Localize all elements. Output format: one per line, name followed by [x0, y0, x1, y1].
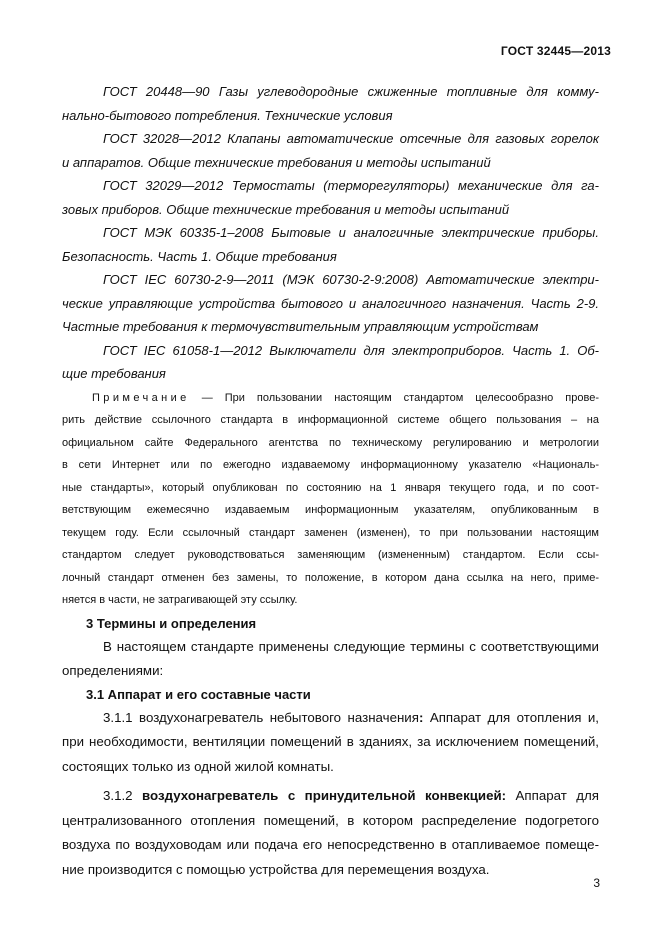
term-definition-3-1-2: 3.1.2 воздухонагреватель с принудительной конвекцией: Аппарат для централизованного отопления помещений, в котором распределение подогретого воздуха по воздуховодам или подача его непосредственно в отапливаемое помеще- ние производится с помощью устройства для перемещения воздуха.: [62, 788, 599, 877]
reference-item: ГОСТ 32029—2012 Термостаты (терморегуляторы) механические для га- зовых приборов. Общие технические требования и методы испытаний: [62, 178, 599, 217]
page-number: 3: [593, 876, 600, 890]
subsection-heading: 3.1 Аппарат и его составные части: [86, 686, 311, 702]
section-intro: В настоящем стандарте применены следующие термины с соответствующими определениями:: [62, 638, 599, 678]
term-definition-3-1-1: 3.1.1 воздухонагреватель небытового назначения: Аппарат для отопления и, при необходимости, вентиляции помещений в зданиях, за исключением помещений, состоящих только из одной жилой комнаты.: [62, 709, 600, 774]
reference-item: ГОСТ 20448—90 Газы углеводородные сжиженные топливные для комму- нально-бытового потребления. Технические условия: [62, 84, 599, 123]
normative-references-list: [62, 80, 599, 386]
term-name: воздухонагреватель с принудительной конвекцией:: [142, 788, 507, 803]
term-name: воздухонагреватель небытового назначения: [139, 709, 419, 725]
note-label: Примечание: [92, 391, 190, 404]
note-block: Примечание — При пользовании настоящим стандартом целесообразно прове- рить действие ссылочного стандарта в информационной системе общего пользования – на официальном сайте Федерального агентства по техническому регулированию и метрологии в сети Интернет или по ежегодно издаваемому информационному указателю «Националь- ные стандарты», который опубликован по состоянию на 1 января текущего года, и по соот- ветствующим ежемесячно издаваемым информационным указателям, опубликованным в текущем году. Если ссылочный стандарт заменен (изменен), то при пользовании настоящим стандартом следует руководствоваться заменяющим (измененным) стандартом. Если ссы- лочный стандарт отменен без замены, то положение, в котором дана ссылка на него, приме- няется в части, не затрагивающей эту ссылку.: [62, 391, 599, 606]
reference-item: ГОСТ IEC 61058-1—2012 Выключатели для электроприборов. Часть 1. Об- щие требования: [62, 342, 599, 381]
reference-item: ГОСТ 32028—2012 Клапаны автоматические отсечные для газовых горелок и аппаратов. Общие технические требования и методы испытаний: [62, 131, 599, 170]
document-header-code: ГОСТ 32445—2013: [500, 44, 611, 58]
reference-item: ГОСТ IEC 60730-2-9—2011 (МЭК 60730-2-9:2008) Автоматические электри- ческие управляющие устройства бытового и аналогичного назначения. Часть 2-9. Частные требования к термочувствительным управляющим устройствам: [62, 272, 599, 334]
reference-item: ГОСТ МЭК 60335-1–2008 Бытовые и аналогичные электрические приборы. Безопасность. Часть 1. Общие требования: [62, 225, 599, 264]
section-heading: 3 Термины и определения: [86, 615, 257, 631]
page-content: [62, 80, 599, 882]
